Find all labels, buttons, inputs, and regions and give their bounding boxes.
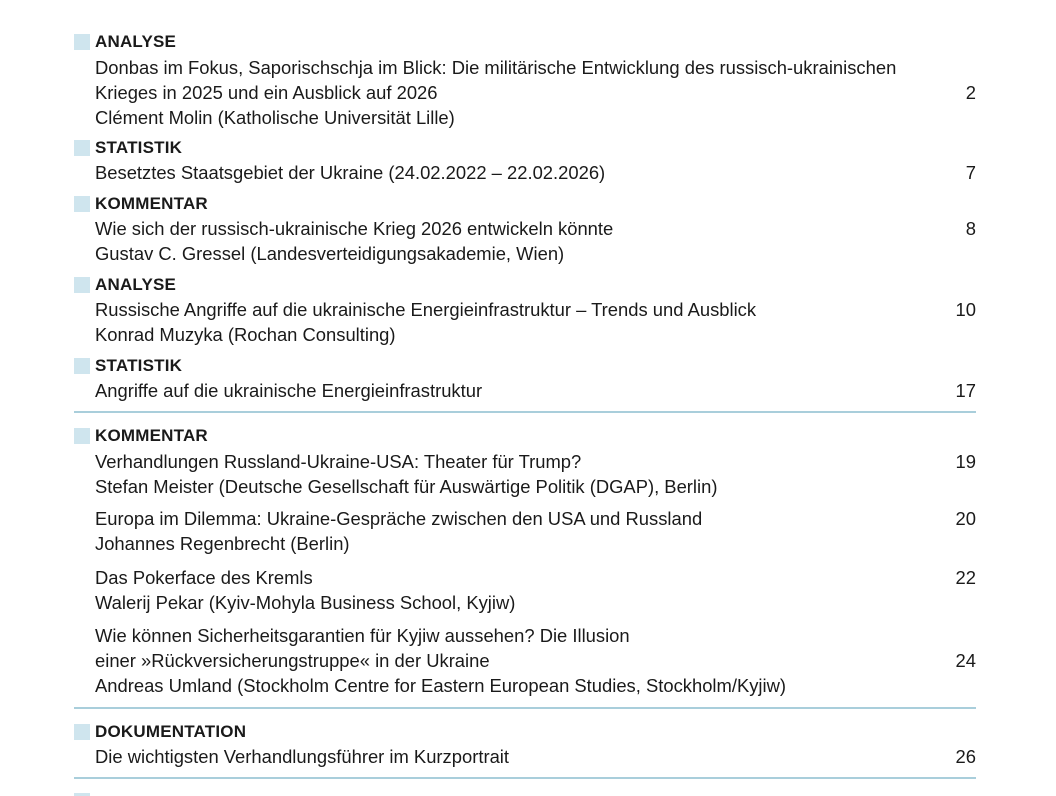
toc-entry-analyse-energie[interactable] xyxy=(74,275,976,347)
entry-title-line: einer »Rückversicherungstruppe« in der Ukraine xyxy=(95,650,490,671)
square-bullet-icon xyxy=(74,277,90,293)
section-divider xyxy=(74,777,976,779)
toc-entry-statistik-angriffe[interactable] xyxy=(74,356,976,404)
page-number: 10 xyxy=(955,299,976,320)
page-number: 20 xyxy=(955,508,976,529)
page-number: 7 xyxy=(965,162,976,183)
square-bullet-icon xyxy=(74,358,90,374)
entry-title-line: Russische Angriffe auf die ukrainische Energieinfrastruktur – Trends und Ausblick xyxy=(95,299,757,320)
entry-author: Stefan Meister (Deutsche Gesellschaft für Auswärtige Politik (DGAP), Berlin) xyxy=(95,476,718,497)
section-divider xyxy=(74,707,976,709)
entry-author: Walerij Pekar (Kyiv-Mohyla Business School, Kyjiw) xyxy=(95,592,516,613)
square-bullet-icon xyxy=(74,34,90,50)
toc-entry-kommentar-verhandlungen[interactable] xyxy=(74,426,976,498)
entry-author: Konrad Muzyka (Rochan Consulting) xyxy=(95,324,396,345)
page-number: 17 xyxy=(955,380,976,401)
entry-title-line: Europa im Dilemma: Ukraine-Gespräche zwischen den USA und Russland xyxy=(95,508,703,529)
entry-title-line: Donbas im Fokus, Saporischschja im Blick: Die militärische Entwicklung des russisch-ukrainischen xyxy=(95,57,897,78)
toc-entry-dokumentation[interactable] xyxy=(74,722,976,770)
entry-author: Andreas Umland (Stockholm Centre for Eastern European Studies, Stockholm/Kyjiw) xyxy=(95,675,786,696)
square-bullet-icon xyxy=(74,196,90,212)
entry-title-line: Verhandlungen Russland-Ukraine-USA: Theater für Trump? xyxy=(95,451,582,472)
page-number: 26 xyxy=(955,746,976,767)
toc-entry-europa-dilemma[interactable] xyxy=(74,506,976,556)
toc-entry-analyse-donbas[interactable] xyxy=(74,32,976,128)
page-number: 2 xyxy=(965,82,976,103)
entry-title-line: Besetztes Staatsgebiet der Ukraine (24.02.2022 – 22.02.2026) xyxy=(95,162,606,183)
entry-title-line: Wie sich der russisch-ukrainische Krieg 2026 entwickeln könnte xyxy=(95,218,614,239)
category-label: KOMMENTAR xyxy=(95,194,208,213)
category-label: STATISTIK xyxy=(95,356,183,375)
page-number: 8 xyxy=(965,218,976,239)
toc-entry-kommentar-krieg-2026[interactable] xyxy=(74,194,976,266)
category-label: KOMMENTAR xyxy=(95,426,208,445)
category-label: STATISTIK xyxy=(95,138,183,157)
page-number: 24 xyxy=(955,650,976,671)
entry-author: Johannes Regenbrecht (Berlin) xyxy=(95,533,350,554)
square-bullet-icon xyxy=(74,724,90,740)
entry-title-line: Die wichtigsten Verhandlungsführer im Kurzportrait xyxy=(95,746,509,767)
toc-entry-pokerface[interactable] xyxy=(74,565,976,615)
category-label: DOKUMENTATION xyxy=(95,722,247,741)
entry-title-line: Das Pokerface des Kremls xyxy=(95,567,313,588)
entry-author: Gustav C. Gressel (Landesverteidigungsakademie, Wien) xyxy=(95,243,565,264)
toc-entry-statistik-besetztes[interactable] xyxy=(74,138,976,186)
entry-title-line: Wie können Sicherheitsgarantien für Kyjiw aussehen? Die Illusion xyxy=(95,625,630,646)
entry-title-line: Angriffe auf die ukrainische Energieinfrastruktur xyxy=(95,380,483,401)
square-bullet-icon xyxy=(74,428,90,444)
category-label: ANALYSE xyxy=(95,275,177,294)
entry-title-line: Krieges in 2025 und ein Ausblick auf 2026 xyxy=(95,82,438,103)
toc-entry-sicherheitsgarantien[interactable] xyxy=(74,623,976,698)
entry-author: Clément Molin (Katholische Universität Lille) xyxy=(95,107,455,128)
section-divider xyxy=(74,411,976,413)
category-label: ANALYSE xyxy=(95,32,177,51)
page-number: 22 xyxy=(955,567,976,588)
square-bullet-icon xyxy=(74,140,90,156)
page-number: 19 xyxy=(955,451,976,472)
